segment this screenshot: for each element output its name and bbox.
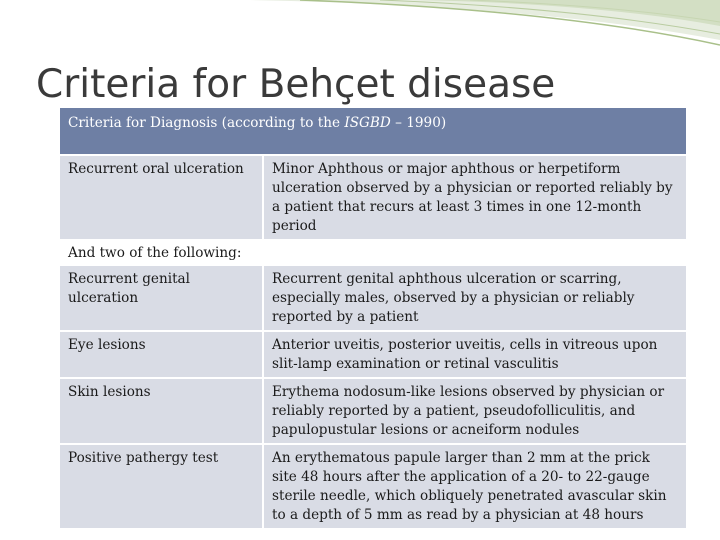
slide-title: Criteria for Behçet disease	[36, 62, 556, 107]
description-cell: Recurrent genital aphthous ulceration or scarring, especially males, observed by a physician or reliably reported by a patient	[263, 266, 686, 331]
description-cell: Erythema nodosum-like lesions observed by physician or reliably reported by a patient, pseudofolliculitis, and papulopustular lesions or acneiform nodules	[263, 378, 686, 444]
criterion-cell: Recurrent genital ulceration	[60, 266, 263, 331]
header-text-acronym: ISGBD	[344, 115, 391, 131]
criterion-cell: Skin lesions	[60, 378, 263, 444]
description-cell: An erythematous papule larger than 2 mm at the prick site 48 hours after the application of a 20- to 22-gauge sterile needle, which obliquely penetrated avascular skin to a depth of 5 mm as read by a physician at 48 hours	[263, 444, 686, 529]
header-text-prefix: Criteria for Diagnosis (according to the	[68, 115, 345, 131]
subheading-cell: And two of the following:	[60, 240, 686, 266]
table-row	[60, 331, 686, 378]
table-row	[60, 378, 686, 444]
description-cell: Minor Aphthous or major aphthous or herpetiform ulceration observed by a physician or reported reliably by a patient that recurs at least 3 times in one 12-month period	[263, 155, 686, 240]
table-header-row	[60, 108, 686, 155]
decorative-header-swoosh	[0, 0, 720, 60]
table-row	[60, 155, 686, 240]
table-row	[60, 266, 686, 331]
table-subheading-row	[60, 240, 686, 266]
table-row	[60, 444, 686, 529]
header-text-suffix: – 1990)	[390, 115, 447, 131]
criterion-cell: Eye lesions	[60, 331, 263, 378]
table-header-cell	[60, 108, 686, 155]
criteria-table	[60, 108, 686, 530]
criterion-cell: Positive pathergy test	[60, 444, 263, 529]
criterion-cell: Recurrent oral ulceration	[60, 155, 263, 240]
description-cell: Anterior uveitis, posterior uveitis, cells in vitreous upon slit-lamp examination or retinal vasculitis	[263, 331, 686, 378]
